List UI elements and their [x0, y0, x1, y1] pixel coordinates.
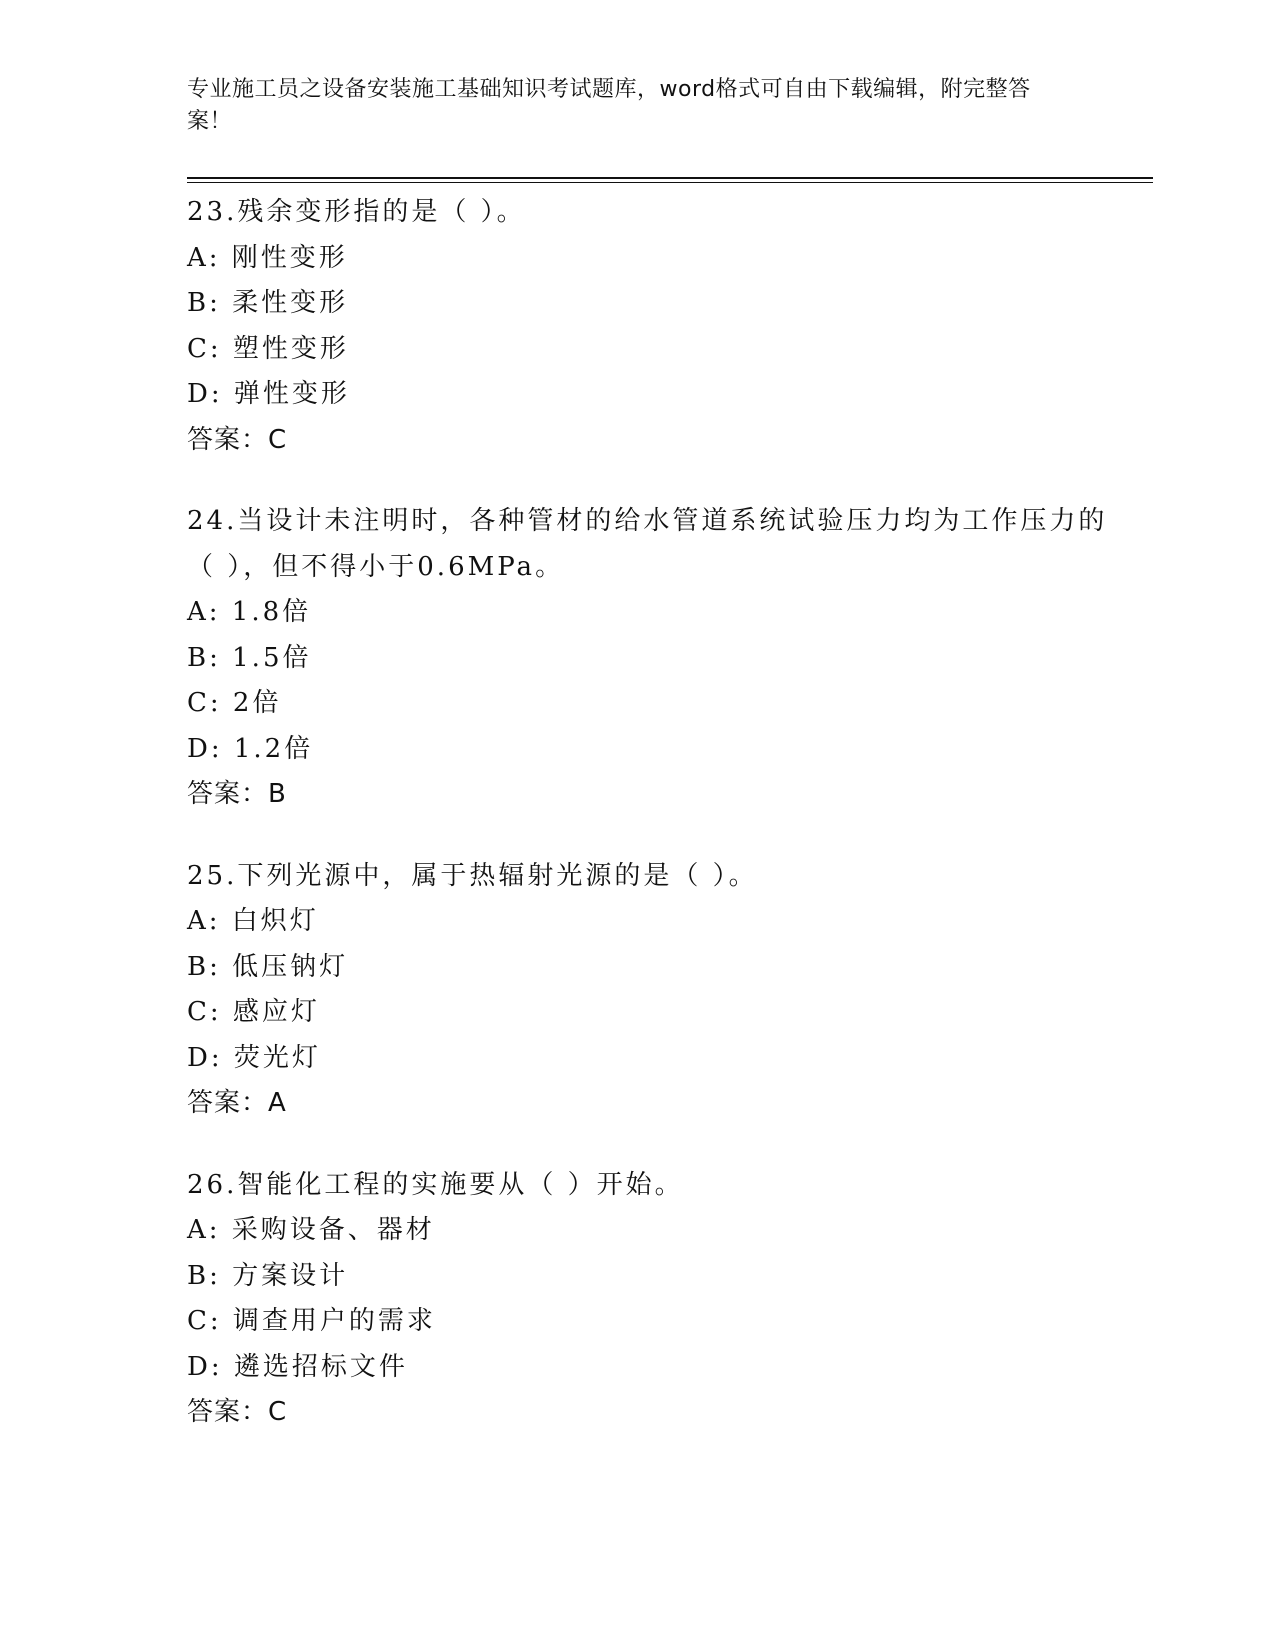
question-list — [187, 190, 1127, 1472]
question-stem: 23.残余变形指的是（ ）。 — [187, 197, 526, 227]
option-a: A: 白炽灯 — [187, 906, 319, 936]
option-a: A: 采购设备、器材 — [187, 1215, 435, 1245]
option-d: D: 遴选招标文件 — [187, 1351, 408, 1382]
answer-label: 答案：C — [187, 1397, 288, 1427]
header-rule-thin — [187, 182, 1153, 183]
option-c: C: 2倍 — [187, 688, 282, 718]
answer-label: 答案：A — [187, 1088, 287, 1118]
option-d: D: 1.2倍 — [187, 733, 314, 764]
option-c: C: 调查用户的需求 — [187, 1306, 436, 1336]
option-b: B: 低压钠灯 — [187, 951, 349, 982]
option-a: A: 刚性变形 — [187, 242, 348, 273]
question-stem: 26.智能化工程的实施要从（ ）开始。 — [187, 1169, 684, 1200]
question-26 — [187, 1163, 1127, 1436]
option-b: B: 柔性变形 — [187, 288, 349, 318]
option-c: C: 塑性变形 — [187, 333, 349, 364]
question-23 — [187, 190, 1127, 463]
option-b: B: 1.5倍 — [187, 642, 312, 673]
option-c: C: 感应灯 — [187, 997, 320, 1027]
option-a: A: 1.8倍 — [187, 597, 312, 627]
option-b: B: 方案设计 — [187, 1260, 349, 1291]
question-24 — [187, 499, 1127, 818]
option-d: D: 荧光灯 — [187, 1042, 321, 1073]
document-header: 专业施工员之设备安装施工基础知识考试题库，word格式可自由下载编辑，附完整答案！ — [187, 77, 1031, 134]
answer-label: 答案：B — [187, 779, 287, 809]
option-d: D: 弹性变形 — [187, 379, 350, 409]
question-stem: 24.当设计未注明时，各种管材的给水管道系统试验压力均为工作压力的（ ），但不得小于0.6MPa。 — [187, 506, 1108, 582]
question-stem: 25.下列光源中，属于热辐射光源的是（ ）。 — [187, 860, 758, 891]
header-rule-thick — [187, 177, 1153, 179]
question-25 — [187, 854, 1127, 1127]
answer-label: 答案：C — [187, 424, 288, 455]
